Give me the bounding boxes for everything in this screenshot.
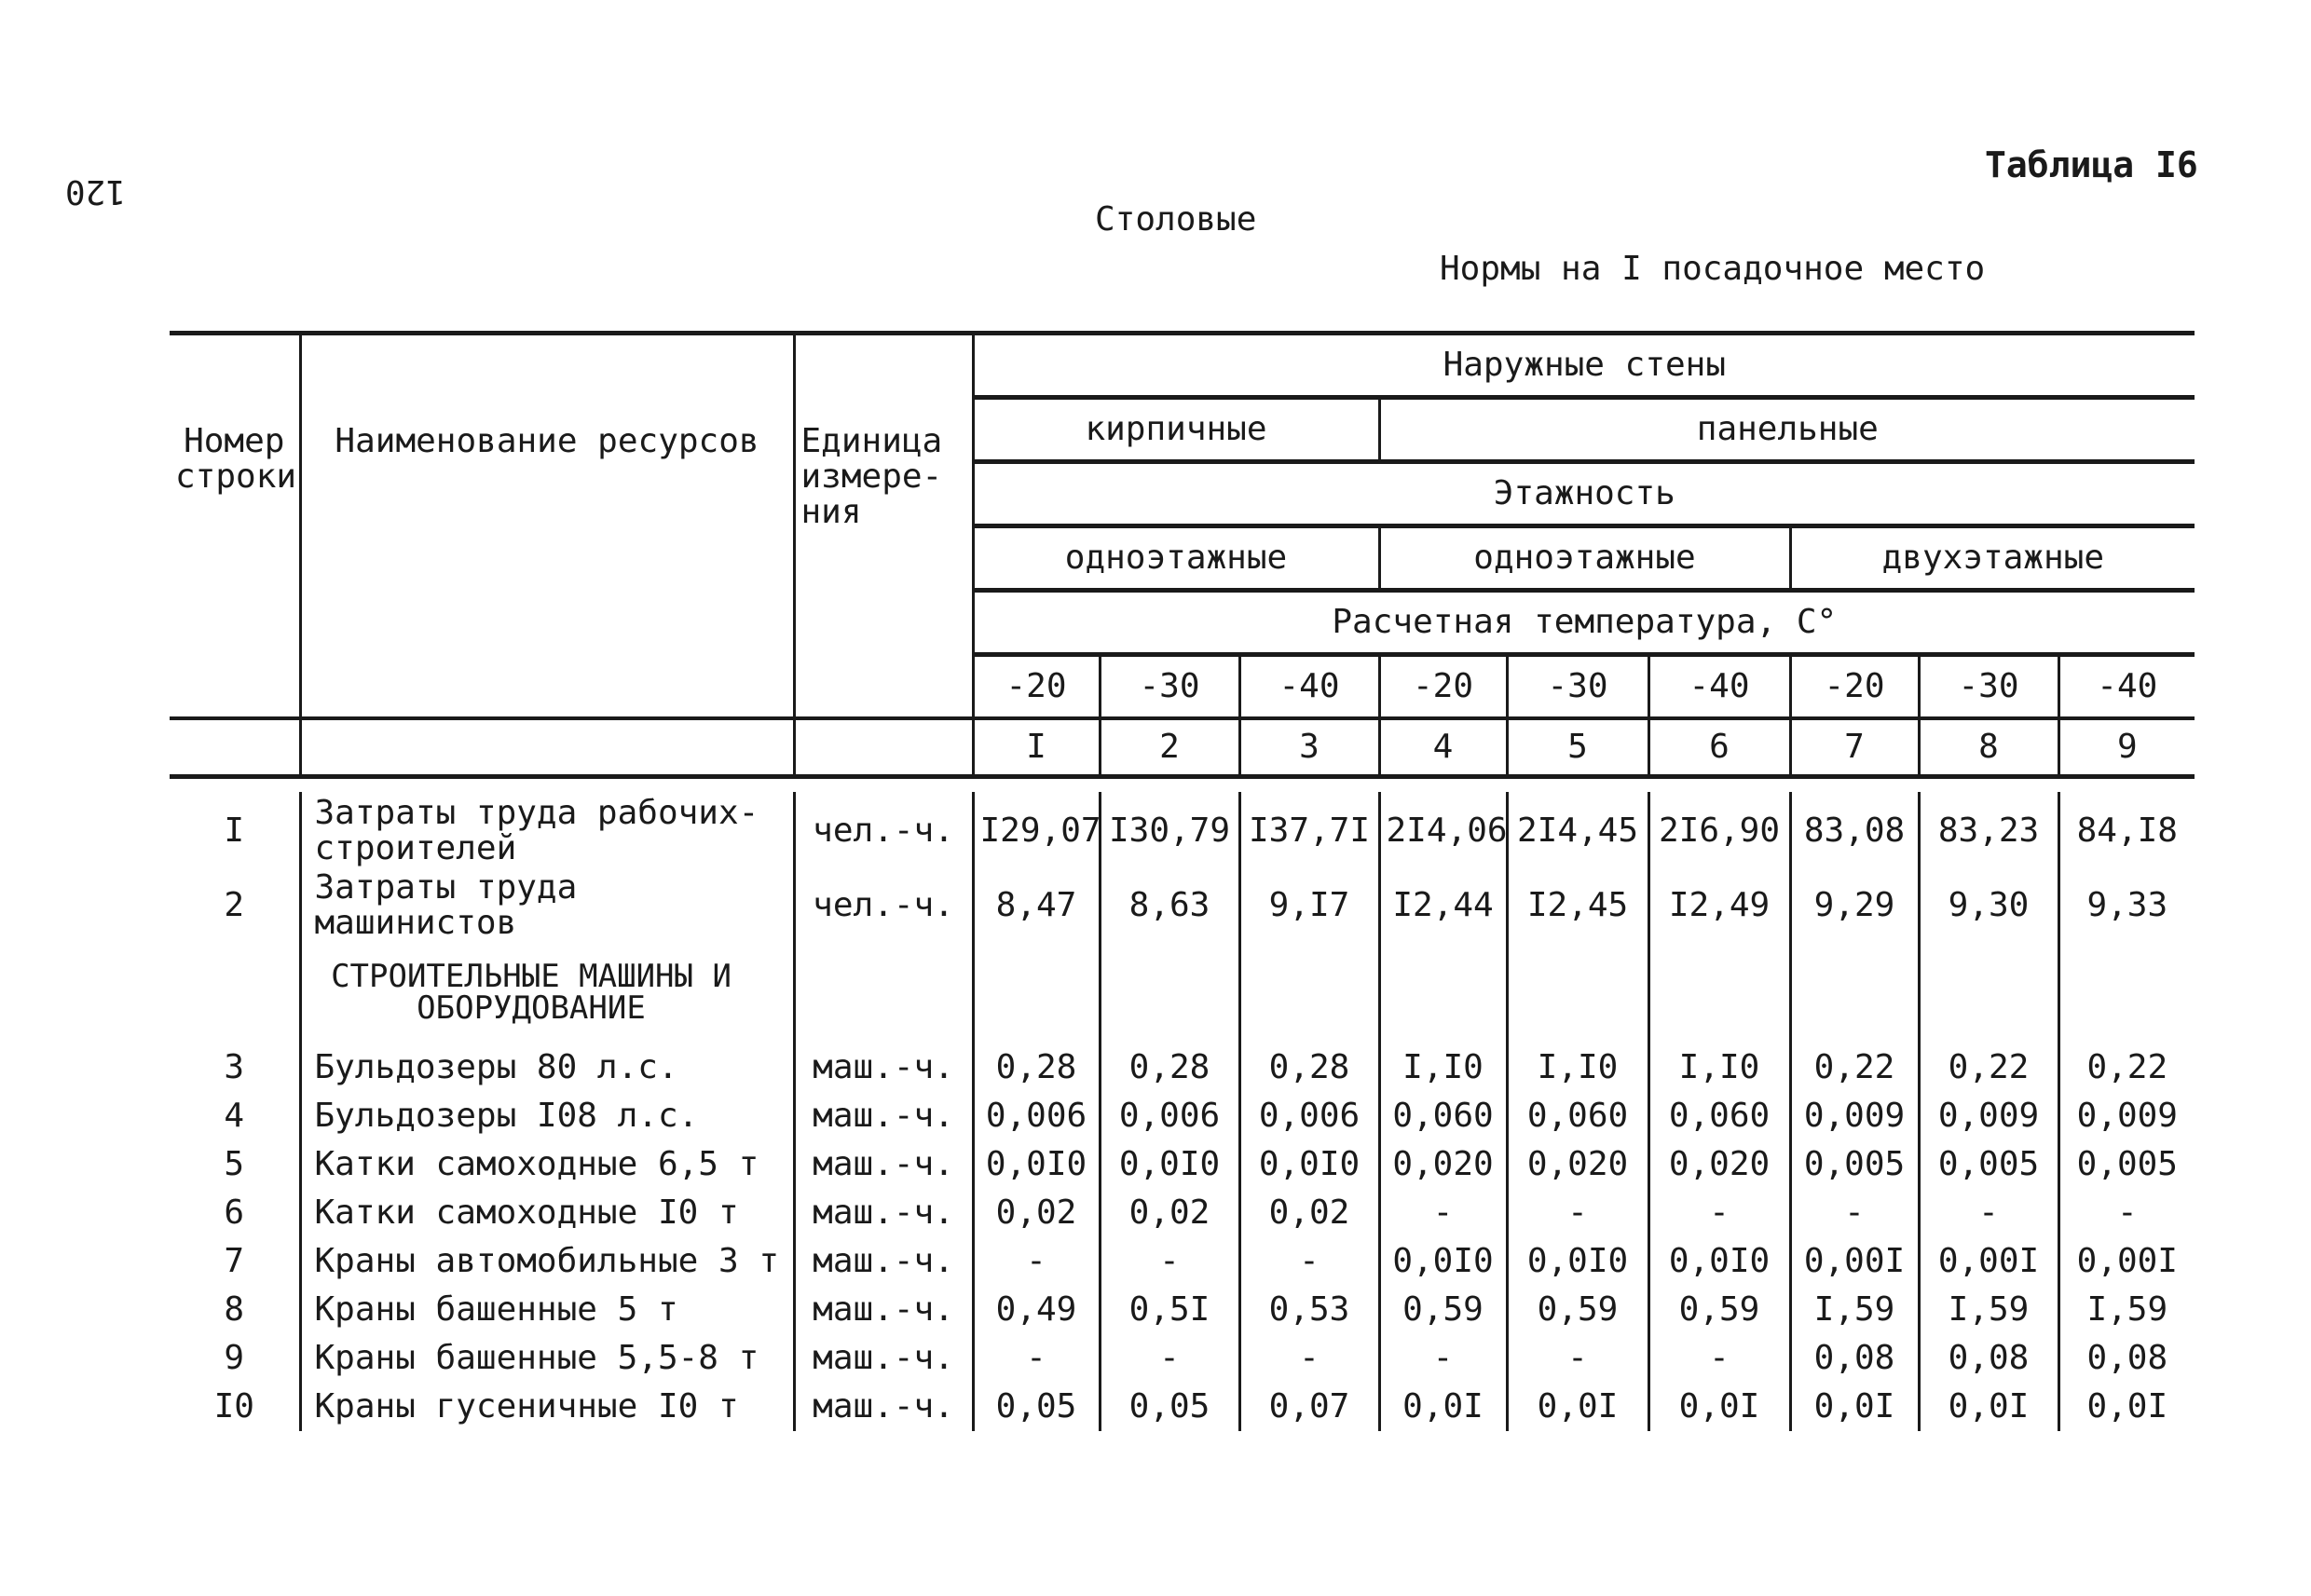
value-cell: 0,00I bbox=[2058, 1237, 2195, 1286]
value-cell: 0,0I0 bbox=[973, 1140, 1100, 1189]
value-cell: 2I4,06 bbox=[1379, 792, 1507, 870]
header-temp-4: -20 bbox=[1379, 655, 1507, 719]
value-cell: 0,22 bbox=[2058, 1044, 2195, 1092]
value-cell: 83,23 bbox=[1919, 792, 2058, 870]
value-cell: 0,22 bbox=[1919, 1044, 2058, 1092]
value-cell: 2I4,45 bbox=[1507, 792, 1648, 870]
value-cell: 0,22 bbox=[1790, 1044, 1919, 1092]
resource-name: Краны башенные 5 т bbox=[300, 1286, 794, 1334]
value-cell: 0,006 bbox=[973, 1092, 1100, 1140]
header-temp-3: -40 bbox=[1239, 655, 1379, 719]
row-number: 3 bbox=[224, 1047, 245, 1086]
value-cell: 0,0I0 bbox=[1507, 1237, 1648, 1286]
value-cell: 9,30 bbox=[1919, 870, 2058, 941]
unit: маш.-ч. bbox=[794, 1189, 973, 1237]
value-cell: - bbox=[973, 1334, 1100, 1383]
value-cell: - bbox=[1648, 1189, 1790, 1237]
colnum-blank-3 bbox=[794, 718, 973, 777]
value-cell: 0,05 bbox=[1100, 1383, 1239, 1431]
value-cell: 0,0I0 bbox=[1379, 1237, 1507, 1286]
header-temp-6: -40 bbox=[1648, 655, 1790, 719]
unit: маш.-ч. bbox=[794, 1237, 973, 1286]
section-rownum-blank bbox=[170, 941, 300, 1044]
header-panel: панельные bbox=[1379, 398, 2195, 462]
value-cell: 83,08 bbox=[1790, 792, 1919, 870]
value-cell: 0,060 bbox=[1507, 1092, 1648, 1140]
norms-table bbox=[170, 331, 2195, 1431]
column-number-5: 5 bbox=[1507, 718, 1648, 777]
row-number: I0 bbox=[213, 1386, 254, 1425]
value-cell: 9,33 bbox=[2058, 870, 2195, 941]
value-cell: - bbox=[1919, 1189, 2058, 1237]
value-cell: 0,5I bbox=[1100, 1286, 1239, 1334]
header-temp-8: -30 bbox=[1919, 655, 2058, 719]
value-cell: - bbox=[1507, 1334, 1648, 1383]
row-number: 9 bbox=[224, 1338, 245, 1377]
value-cell: 0,02 bbox=[973, 1189, 1100, 1237]
value-cell: 0,08 bbox=[1919, 1334, 2058, 1383]
value-cell: - bbox=[973, 1237, 1100, 1286]
resource-name: Краны гусеничные I0 т bbox=[300, 1383, 794, 1431]
unit: маш.-ч. bbox=[794, 1334, 973, 1383]
value-cell: 0,020 bbox=[1507, 1140, 1648, 1189]
value-cell: 8,63 bbox=[1100, 870, 1239, 941]
unit: маш.-ч. bbox=[794, 1044, 973, 1092]
section-blank-cell bbox=[794, 941, 973, 1044]
value-cell: I30,79 bbox=[1100, 792, 1239, 870]
value-cell: 0,08 bbox=[1790, 1334, 1919, 1383]
header-temperature: Расчетная температура, С° bbox=[973, 591, 2195, 655]
header-temp-9: -40 bbox=[2058, 655, 2195, 719]
value-cell: I29,07 bbox=[973, 792, 1100, 870]
unit: маш.-ч. bbox=[794, 1140, 973, 1189]
table-row bbox=[170, 1237, 2195, 1286]
resource-name: Краны башенные 5,5-8 т bbox=[300, 1334, 794, 1383]
column-number-3: 3 bbox=[1239, 718, 1379, 777]
row-number: 4 bbox=[224, 1096, 245, 1135]
value-cell: 0,49 bbox=[973, 1286, 1100, 1334]
value-cell: 0,59 bbox=[1507, 1286, 1648, 1334]
value-cell: I,I0 bbox=[1507, 1044, 1648, 1092]
section-blank-cell bbox=[1648, 941, 1790, 1044]
value-cell: 0,02 bbox=[1239, 1189, 1379, 1237]
resource-name: Бульдозеры I08 л.с. bbox=[300, 1092, 794, 1140]
value-cell: 0,005 bbox=[1790, 1140, 1919, 1189]
column-number-6: 6 bbox=[1648, 718, 1790, 777]
value-cell: 0,05 bbox=[973, 1383, 1100, 1431]
table-row bbox=[170, 870, 2195, 941]
column-number-8: 8 bbox=[1919, 718, 2058, 777]
row-number: 2 bbox=[224, 885, 245, 924]
value-cell: - bbox=[1100, 1334, 1239, 1383]
row-number: 8 bbox=[224, 1289, 245, 1329]
header-two-story: двухэтажные bbox=[1790, 526, 2195, 591]
unit: маш.-ч. bbox=[794, 1383, 973, 1431]
unit: маш.-ч. bbox=[794, 1092, 973, 1140]
value-cell: 84,I8 bbox=[2058, 792, 2195, 870]
value-cell: 0,00I bbox=[1919, 1237, 2058, 1286]
value-cell: 0,00I bbox=[1790, 1237, 1919, 1286]
value-cell: 0,020 bbox=[1648, 1140, 1790, 1189]
resource-name: Бульдозеры 80 л.с. bbox=[300, 1044, 794, 1092]
header-one-story-panel: одноэтажные bbox=[1379, 526, 1790, 591]
value-cell: I,I0 bbox=[1648, 1044, 1790, 1092]
value-cell: 0,28 bbox=[1100, 1044, 1239, 1092]
resource-name: Краны автомобильные 3 т bbox=[300, 1237, 794, 1286]
value-cell: - bbox=[1239, 1334, 1379, 1383]
value-cell: I,I0 bbox=[1379, 1044, 1507, 1092]
row-number: I bbox=[224, 812, 245, 851]
table-row bbox=[170, 792, 2195, 870]
header-one-story-brick: одноэтажные bbox=[973, 526, 1379, 591]
table-row bbox=[170, 1140, 2195, 1189]
table-row bbox=[170, 1383, 2195, 1431]
resource-name: Катки самоходные 6,5 т bbox=[300, 1140, 794, 1189]
value-cell: - bbox=[1379, 1334, 1507, 1383]
header-temp-5: -30 bbox=[1507, 655, 1648, 719]
value-cell: - bbox=[1239, 1237, 1379, 1286]
table-title: Столовые bbox=[1095, 200, 1257, 239]
value-cell: 0,006 bbox=[1239, 1092, 1379, 1140]
value-cell: 8,47 bbox=[973, 870, 1100, 941]
value-cell: 0,0I bbox=[1648, 1383, 1790, 1431]
header-unit: Единица измере-ния bbox=[794, 334, 973, 719]
row-number: 7 bbox=[224, 1241, 245, 1280]
value-cell: 0,28 bbox=[1239, 1044, 1379, 1092]
value-cell: 0,005 bbox=[1919, 1140, 2058, 1189]
value-cell: I37,7I bbox=[1239, 792, 1379, 870]
section-blank-cell bbox=[1239, 941, 1379, 1044]
table-row bbox=[170, 1189, 2195, 1237]
value-cell: 0,009 bbox=[2058, 1092, 2195, 1140]
value-cell: I2,44 bbox=[1379, 870, 1507, 941]
value-cell: I2,49 bbox=[1648, 870, 1790, 941]
header-temp-7: -20 bbox=[1790, 655, 1919, 719]
resource-name: Затраты труда рабочих-строителей bbox=[300, 792, 794, 870]
value-cell: 0,28 bbox=[973, 1044, 1100, 1092]
value-cell: 0,060 bbox=[1648, 1092, 1790, 1140]
column-number-4: 4 bbox=[1379, 718, 1507, 777]
header-outer-walls: Наружные стены bbox=[973, 334, 2195, 398]
column-number-2: 2 bbox=[1100, 718, 1239, 777]
section-blank-cell bbox=[1790, 941, 1919, 1044]
value-cell: - bbox=[1648, 1334, 1790, 1383]
value-cell: 0,020 bbox=[1379, 1140, 1507, 1189]
resource-name: Катки самоходные I0 т bbox=[300, 1189, 794, 1237]
table-number: Таблица I6 bbox=[1985, 144, 2198, 185]
header-brick: кирпичные bbox=[973, 398, 1379, 462]
colnum-blank-2 bbox=[300, 718, 794, 777]
row-number: 5 bbox=[224, 1144, 245, 1183]
header-resource-name: Наименование ресурсов bbox=[300, 334, 794, 719]
column-number-9: 9 bbox=[2058, 718, 2195, 777]
value-cell: 0,59 bbox=[1648, 1286, 1790, 1334]
table-row bbox=[170, 1044, 2195, 1092]
value-cell: 0,0I bbox=[1379, 1383, 1507, 1431]
value-cell: - bbox=[2058, 1189, 2195, 1237]
value-cell: 0,53 bbox=[1239, 1286, 1379, 1334]
unit: чел.-ч. bbox=[794, 870, 973, 941]
value-cell: 0,59 bbox=[1379, 1286, 1507, 1334]
page-number: 120 bbox=[65, 172, 127, 211]
section-title: СТРОИТЕЛЬНЫЕ МАШИНЫ И ОБОРУДОВАНИЕ bbox=[300, 941, 794, 1044]
value-cell: 0,0I bbox=[1919, 1383, 2058, 1431]
value-cell: - bbox=[1100, 1237, 1239, 1286]
value-cell: 0,0I0 bbox=[1100, 1140, 1239, 1189]
table-row bbox=[170, 1286, 2195, 1334]
value-cell: 0,02 bbox=[1100, 1189, 1239, 1237]
table-subtitle: Нормы на I посадочное место bbox=[1440, 250, 1986, 288]
value-cell: I2,45 bbox=[1507, 870, 1648, 941]
value-cell: 0,0I bbox=[1790, 1383, 1919, 1431]
value-cell: I,59 bbox=[2058, 1286, 2195, 1334]
section-row bbox=[170, 941, 2195, 1044]
table-row bbox=[170, 1334, 2195, 1383]
value-cell: 0,0I bbox=[1507, 1383, 1648, 1431]
value-cell: I,59 bbox=[1919, 1286, 2058, 1334]
header-separator bbox=[170, 777, 2195, 793]
section-blank-cell bbox=[1507, 941, 1648, 1044]
row-number: 6 bbox=[224, 1193, 245, 1232]
table-row bbox=[170, 1092, 2195, 1140]
header-temp-2: -30 bbox=[1100, 655, 1239, 719]
column-number-7: 7 bbox=[1790, 718, 1919, 777]
value-cell: 0,0I0 bbox=[1239, 1140, 1379, 1189]
section-blank-cell bbox=[973, 941, 1100, 1044]
header-floors: Этажность bbox=[973, 462, 2195, 526]
value-cell: 0,009 bbox=[1919, 1092, 2058, 1140]
section-blank-cell bbox=[2058, 941, 2195, 1044]
value-cell: - bbox=[1379, 1189, 1507, 1237]
value-cell: 0,07 bbox=[1239, 1383, 1379, 1431]
header-row-number: Номер строки bbox=[170, 334, 300, 719]
value-cell: 0,0I bbox=[2058, 1383, 2195, 1431]
section-blank-cell bbox=[1379, 941, 1507, 1044]
value-cell: 0,006 bbox=[1100, 1092, 1239, 1140]
value-cell: 0,060 bbox=[1379, 1092, 1507, 1140]
value-cell: - bbox=[1790, 1189, 1919, 1237]
section-blank-cell bbox=[1100, 941, 1239, 1044]
value-cell: 0,005 bbox=[2058, 1140, 2195, 1189]
value-cell: 9,29 bbox=[1790, 870, 1919, 941]
value-cell: 9,I7 bbox=[1239, 870, 1379, 941]
value-cell: I,59 bbox=[1790, 1286, 1919, 1334]
resource-name: Затраты труда машинистов bbox=[300, 870, 794, 941]
value-cell: 0,08 bbox=[2058, 1334, 2195, 1383]
section-blank-cell bbox=[1919, 941, 2058, 1044]
unit: маш.-ч. bbox=[794, 1286, 973, 1334]
colnum-blank-1 bbox=[170, 718, 300, 777]
unit: чел.-ч. bbox=[794, 792, 973, 870]
value-cell: - bbox=[1507, 1189, 1648, 1237]
value-cell: 0,009 bbox=[1790, 1092, 1919, 1140]
header-temp-1: -20 bbox=[973, 655, 1100, 719]
column-number-1: I bbox=[973, 718, 1100, 777]
value-cell: 0,0I0 bbox=[1648, 1237, 1790, 1286]
value-cell: 2I6,90 bbox=[1648, 792, 1790, 870]
